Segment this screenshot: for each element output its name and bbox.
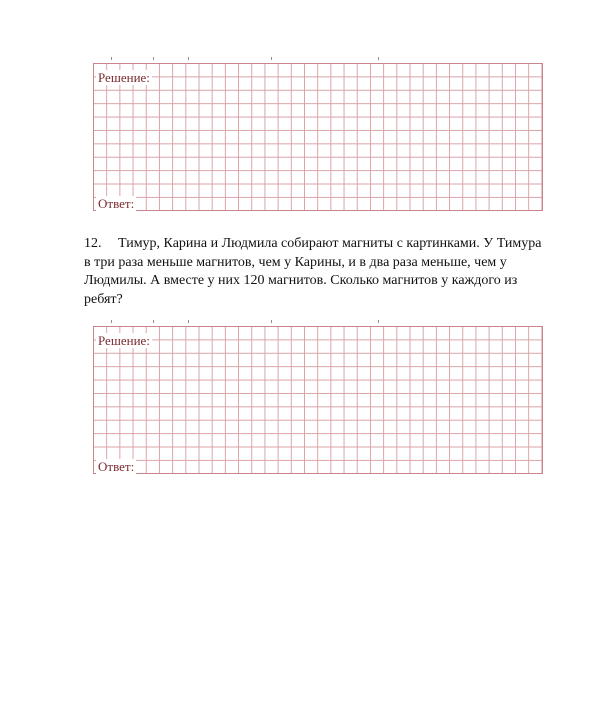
cropped-text-remnant xyxy=(93,56,543,60)
answer-label: Ответ: xyxy=(98,459,135,474)
problem-text: Тимур, Карина и Людмила собирают магниты с картинками. У Тимура в три раза меньше магнитов, чем у Карины, и в два раза меньше, чем у Людмилы. А вместе у них 120 магнитов. Сколько магнитов у каждого из ребят? xyxy=(84,236,542,307)
solution-grid-2[interactable] xyxy=(93,326,543,474)
problem-number: 12. xyxy=(84,236,102,251)
answer-label: Ответ: xyxy=(98,196,135,211)
problem-12 xyxy=(84,235,548,309)
cropped-text-remnant xyxy=(93,319,543,323)
solution-label: Решение: xyxy=(98,70,150,85)
solution-label: Решение: xyxy=(98,333,150,348)
solution-grid-1[interactable] xyxy=(93,63,543,211)
